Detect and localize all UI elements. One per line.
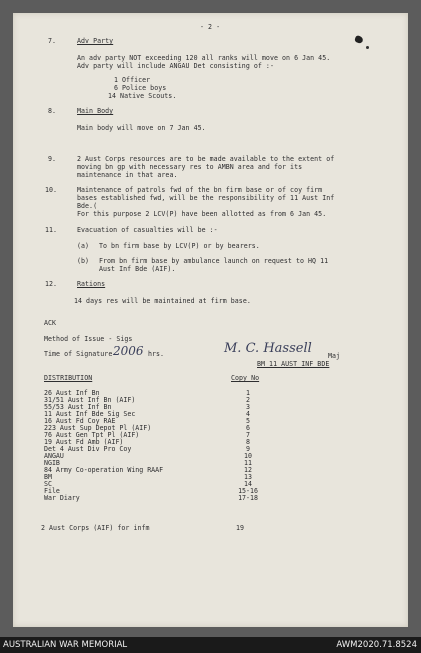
time-suffix: hrs. [148, 350, 165, 358]
time-of-signature-value: 2006 [113, 344, 144, 358]
para-11-number: 11. [45, 226, 58, 234]
para-11-b-line-2: Aust Inf Bde (AIF). [99, 265, 176, 273]
para-12-line: 14 days res will be maintained at firm base. [74, 297, 251, 305]
copy-number: 2 [246, 396, 250, 404]
copy-number-list [238, 390, 258, 502]
distribution-unit: 11 Aust Inf Bde Sig Sec [44, 410, 136, 418]
copy-number: 1 [246, 389, 250, 397]
distribution-unit: Det 4 Aust Div Pro Coy [44, 445, 132, 453]
copy-number: 15-16 [238, 487, 258, 495]
copy-number: 10 [244, 452, 252, 460]
copy-number: 11 [244, 459, 252, 467]
para-8-number: 8. [48, 107, 57, 115]
signature: M. C. Hassell [224, 341, 312, 356]
copy-number: 9 [246, 445, 250, 453]
distribution-unit: 26 Aust Inf Bn [44, 389, 100, 397]
distribution-unit: War Diary [44, 494, 80, 502]
copy-number-corps: 19 [236, 524, 245, 532]
distribution-header: DISTRIBUTION [44, 374, 93, 382]
distribution-unit: ANGAU [44, 452, 64, 460]
copy-number: 6 [246, 424, 250, 432]
ack-label: ACK [44, 319, 57, 327]
distribution-unit: SC [44, 480, 52, 488]
copy-number: 12 [244, 466, 252, 474]
distribution-unit: BM [44, 473, 52, 481]
para-12-title: Rations [77, 280, 106, 288]
para-9-line-2: moving bn gp with necessary res to AMBN area and for its [77, 163, 303, 171]
para-10-line-1: Maintenance of patrols fwd of the bn firm base or of coy firm [77, 186, 323, 194]
signature-rank: Maj [328, 352, 341, 360]
time-of-signature-label: Time of Signature [44, 350, 113, 358]
distribution-unit: 84 Army Co-operation Wing RAAF [44, 466, 164, 474]
distribution-unit: 55/53 Aust Inf Bn [44, 403, 112, 411]
para-10-number: 10. [45, 186, 58, 194]
method-of-issue: Method of Issue - Sigs [44, 335, 133, 343]
distribution-unit: 223 Aust Sup Depot Pl (AIF) [44, 424, 152, 432]
copy-number: 5 [246, 417, 250, 425]
para-7-item-1: 1 Officer [114, 76, 151, 84]
distribution-unit: File [44, 487, 60, 495]
footer-bar [0, 637, 421, 653]
para-12-number: 12. [45, 280, 58, 288]
copy-number: 8 [246, 438, 250, 446]
para-7-line-2: Adv party will include ANGAU Det consisting of :- [77, 62, 274, 70]
copy-number: 4 [246, 410, 250, 418]
para-7-item-3: 14 Native Scouts. [108, 92, 177, 100]
copy-number: 14 [244, 480, 252, 488]
para-9-number: 9. [48, 155, 57, 163]
distribution-unit: 19 Aust Fd Amb (AIF) [44, 438, 124, 446]
copy-number: 7 [246, 431, 250, 439]
para-8-title: Main Body [77, 107, 114, 115]
para-7-title: Adv Party [77, 37, 114, 45]
distribution-unit: 16 Aust Fd Coy RAE [44, 417, 116, 425]
para-8-line: Main body will move on 7 Jan 45. [77, 124, 206, 132]
para-10-line-3: Bde.( [77, 202, 98, 210]
distribution-unit: NGIB [44, 459, 60, 467]
para-10-line-4: For this purpose 2 LCV(P) have been allotted as from 6 Jan 45. [77, 210, 327, 218]
para-7-item-2: 6 Police boys [114, 84, 167, 92]
para-11-line: Evacuation of casualties will be :- [77, 226, 218, 234]
para-9-line-1: 2 Aust Corps resources are to be made available to the extent of [77, 155, 335, 163]
para-11-b-line-1: From bn firm base by ambulance launch on request to HQ 11 [99, 257, 329, 265]
para-10-line-2: bases established fwd, will be the responsibility of 11 Aust Inf [77, 194, 335, 202]
para-7-number: 7. [48, 37, 57, 45]
copy-number: 13 [244, 473, 252, 481]
footer-institution: AUSTRALIAN WAR MEMORIAL [3, 640, 128, 650]
distribution-list [44, 390, 163, 502]
para-11-b-label: (b) [77, 257, 90, 265]
para-11-a-text: To bn firm base by LCV(P) or by bearers. [99, 242, 260, 250]
distribution-unit: 31/51 Aust Inf Bn (AIF) [44, 396, 136, 404]
copy-no-header: Copy No [231, 374, 260, 382]
document-page [13, 13, 408, 627]
copy-number: 3 [246, 403, 250, 411]
para-11-a-label: (a) [77, 242, 90, 250]
para-9-line-3: maintenance in that area. [77, 171, 178, 179]
distribution-unit-corps: 2 Aust Corps (AIF) for infm [41, 524, 150, 532]
page-number: - 2 - [200, 23, 221, 31]
copy-number: 17-18 [238, 494, 258, 502]
ink-spot [366, 46, 369, 49]
footer-accession-number: AWM2020.71.8524 [336, 640, 417, 650]
para-7-line-1: An adv party NOT exceeding 120 all ranks will move on 6 Jan 45. [77, 54, 331, 62]
signature-title: BM 11 AUST INF BDE [257, 360, 330, 368]
distribution-unit: 76 Aust Gen Tpt Pl (AIF) [44, 431, 140, 439]
